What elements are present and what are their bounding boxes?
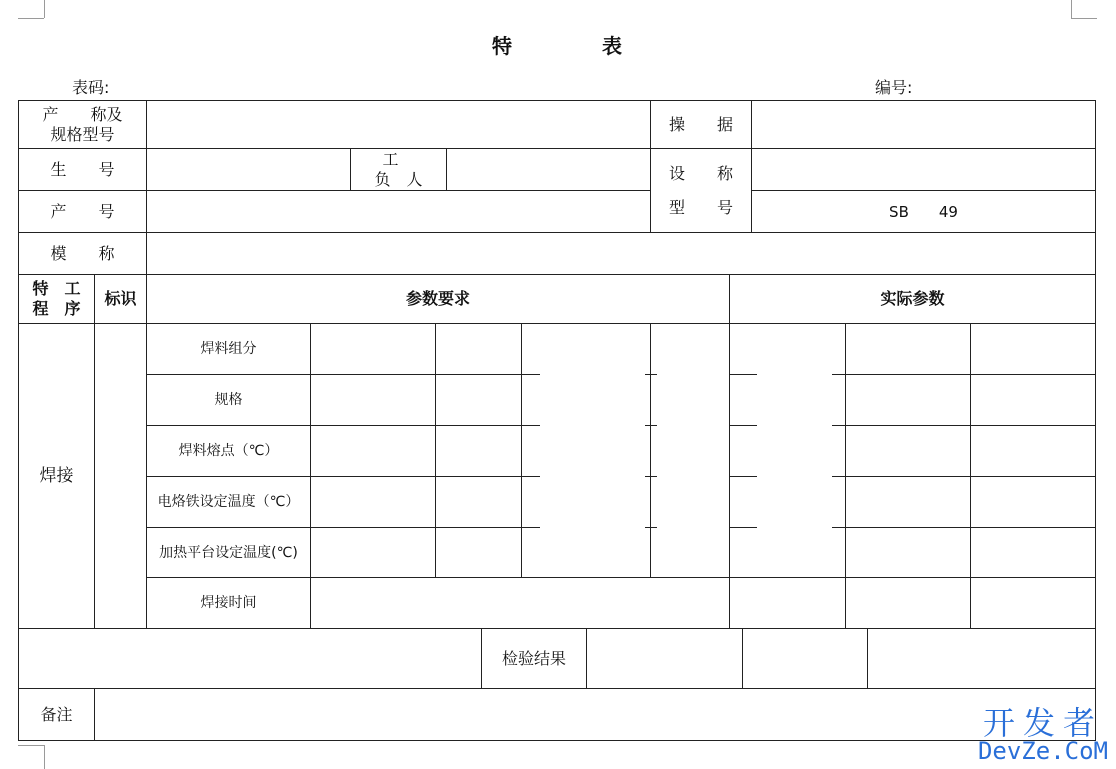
- table-code-label: 表码:: [72, 78, 110, 97]
- crop-mark-top-left: [44, 0, 45, 18]
- equipment-model-label: 型 号: [668, 197, 733, 217]
- product-number-value[interactable]: [147, 191, 650, 232]
- inspection-result-label: 检验结果: [501, 648, 566, 668]
- product-name-model-label: 产 称及 规格型号: [42, 104, 123, 144]
- param-specification: 规格: [214, 392, 243, 408]
- product-name-model-value[interactable]: [147, 101, 650, 148]
- process-name: 焊接: [39, 466, 74, 486]
- param-solder-composition: 焊料组分: [200, 341, 257, 357]
- production-batch-value[interactable]: [147, 149, 350, 190]
- production-batch-label: 生 号: [50, 159, 115, 179]
- cell-gap-mask: [540, 370, 645, 530]
- document-title: 特 表: [492, 34, 624, 58]
- site-watermark-logo: [977, 704, 1108, 765]
- equipment-name-label: 设 称: [668, 163, 733, 183]
- product-number-label: 产 号: [50, 201, 115, 221]
- operation-basis-value[interactable]: [752, 101, 1095, 148]
- cell-gap-mask: [657, 370, 729, 530]
- identifier-header: 标识: [104, 289, 137, 308]
- mold-name-value[interactable]: [147, 233, 1095, 274]
- param-platform-temperature: 加热平台设定温度(℃): [159, 544, 298, 561]
- crop-mark-top-right: [1071, 18, 1097, 19]
- remarks-label: 备注: [40, 704, 73, 724]
- process-owner-value[interactable]: [447, 149, 650, 190]
- param-requirements-header: 参数要求: [405, 289, 470, 308]
- crop-mark-top-left: [18, 18, 44, 19]
- crop-mark-bottom-left: [44, 745, 45, 769]
- remarks-value[interactable]: [95, 689, 1095, 740]
- process-owner-label: 工 负 人: [374, 149, 423, 189]
- actual-params-header: 实际参数: [880, 289, 945, 308]
- mold-name-label: 模 称: [50, 243, 115, 263]
- param-welding-time: 焊接时间: [200, 595, 257, 611]
- param-iron-temperature: 电烙铁设定温度（℃）: [157, 494, 300, 510]
- equipment-name-value[interactable]: [752, 149, 1095, 190]
- inspection-result-value[interactable]: [587, 629, 742, 688]
- crop-mark-top-right: [1071, 0, 1072, 18]
- serial-number-label: 编号:: [875, 78, 913, 97]
- watermark-en: DevZe.CoM: [977, 737, 1108, 765]
- characteristic-process-header: 特 工 程 序: [32, 279, 81, 318]
- equipment-model-value: SB 49: [889, 202, 958, 221]
- cell-gap-mask: [757, 370, 832, 530]
- operation-basis-label: 操 据: [668, 114, 733, 134]
- crop-mark-bottom-left: [18, 745, 44, 746]
- watermark-cn: 开发者: [982, 704, 1103, 742]
- param-solder-melting-point: 焊料熔点（℃）: [178, 443, 279, 459]
